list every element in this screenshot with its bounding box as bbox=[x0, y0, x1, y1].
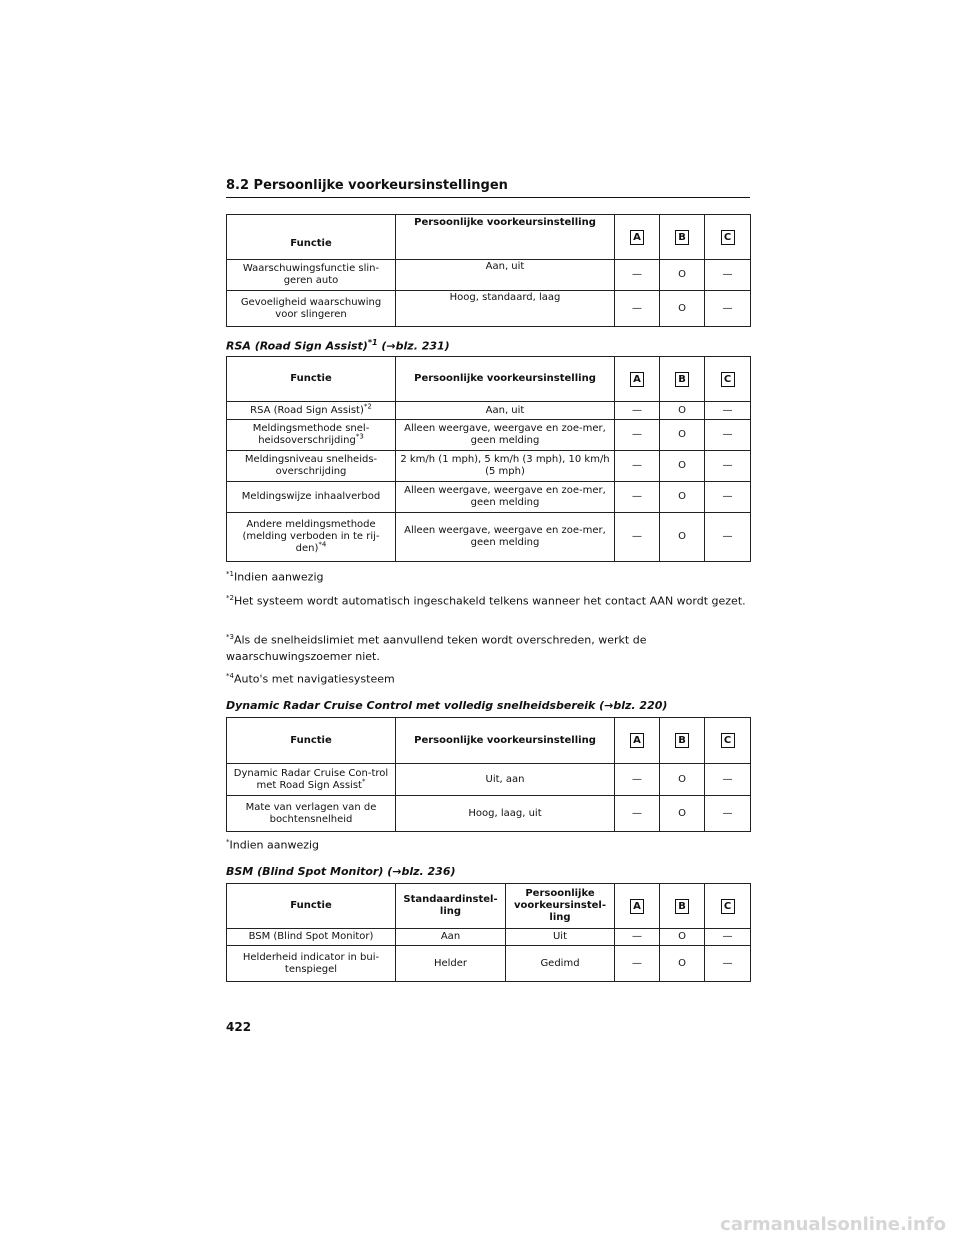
key-c-icon: C bbox=[721, 372, 735, 387]
col-header-function: Functie bbox=[227, 357, 396, 402]
key-c-icon: C bbox=[721, 733, 735, 748]
cell-setting: Uit, aan bbox=[396, 764, 615, 796]
key-b-icon: B bbox=[675, 733, 689, 748]
key-c-icon: C bbox=[721, 230, 735, 245]
cell-a: — bbox=[615, 402, 660, 420]
cell-function: Helderheid indicator in bui-tenspiegel bbox=[227, 946, 396, 982]
footnote-4: $^{*4}$Auto's met navigatiesysteem bbox=[226, 672, 395, 686]
page-header-title: 8.2 Persoonlijke voorkeursinstellingen bbox=[226, 178, 508, 193]
col-header-b bbox=[660, 884, 705, 929]
rsa-title-ref[interactable]: (→blz. 231) bbox=[381, 339, 450, 353]
cell-a: — bbox=[615, 482, 660, 513]
cell-b: O bbox=[660, 451, 705, 482]
cell-function: Waarschuwingsfunctie slin-geren auto bbox=[227, 260, 396, 291]
col-header-a bbox=[615, 215, 660, 260]
cell-c: — bbox=[705, 946, 751, 982]
table-row bbox=[227, 260, 751, 291]
col-header-function: Functie bbox=[227, 718, 396, 764]
cell-setting: Alleen weergave, weergave en zoe-mer, geen melding bbox=[396, 513, 615, 562]
cell-b: O bbox=[660, 796, 705, 832]
cell-a: — bbox=[615, 764, 660, 796]
cell-b: O bbox=[660, 513, 705, 562]
key-a-icon: A bbox=[630, 372, 644, 387]
section-title-rsa bbox=[226, 338, 750, 353]
col-header-a bbox=[615, 718, 660, 764]
cell-setting: Alleen weergave, weergave en zoe-mer, geen melding bbox=[396, 420, 615, 451]
cell-a: — bbox=[615, 291, 660, 327]
cell-setting: Gedimd bbox=[506, 946, 615, 982]
table-row bbox=[227, 513, 751, 562]
col-header-setting: Persoonlijke voorkeursinstelling bbox=[396, 718, 615, 764]
page-number: 422 bbox=[226, 1020, 252, 1034]
rsa-title-text: RSA (Road Sign Assist) bbox=[226, 339, 368, 353]
col-header-c bbox=[705, 884, 751, 929]
cell-c: — bbox=[705, 482, 751, 513]
table-header-row bbox=[227, 718, 751, 764]
table-row bbox=[227, 402, 751, 420]
table-slingeren bbox=[226, 214, 751, 327]
table-row bbox=[227, 291, 751, 327]
col-header-c bbox=[705, 215, 751, 260]
footnote-3: $^{*3}$Als de snelheidslimiet met aanvullend teken wordt overschreden, werkt de waarschuwingszoemer niet. bbox=[226, 633, 647, 663]
page-header bbox=[226, 178, 750, 198]
table-row bbox=[227, 451, 751, 482]
table-header-row bbox=[227, 884, 751, 929]
cell-a: — bbox=[615, 513, 660, 562]
key-a-icon: A bbox=[630, 899, 644, 914]
footnote-1: $^{*1}$Indien aanwezig bbox=[226, 570, 324, 584]
cell-function: Meldingsmethode snel-heidsoverschrijding$^{*3}$ bbox=[227, 420, 396, 451]
table-row bbox=[227, 796, 751, 832]
col-header-c bbox=[705, 357, 751, 402]
cell-function: RSA (Road Sign Assist)$^{*2}$ bbox=[227, 402, 396, 420]
cell-a: — bbox=[615, 796, 660, 832]
section-title-drcc: Dynamic Radar Cruise Control met volledig snelheidsbereik (→blz. 220) bbox=[226, 699, 668, 712]
col-header-setting: Persoonlijke voorkeursinstel-ling bbox=[506, 884, 615, 929]
cell-setting: Uit bbox=[506, 929, 615, 946]
cell-b: O bbox=[660, 260, 705, 291]
cell-a: — bbox=[615, 420, 660, 451]
cell-setting: Aan, uit bbox=[396, 260, 615, 291]
col-header-b bbox=[660, 718, 705, 764]
table-rsa bbox=[226, 356, 751, 562]
cell-function: Dynamic Radar Cruise Con-trol met Road Sign Assist* bbox=[227, 764, 396, 796]
table-row bbox=[227, 946, 751, 982]
table-header-row bbox=[227, 215, 751, 260]
col-header-b bbox=[660, 215, 705, 260]
cell-c: — bbox=[705, 764, 751, 796]
table-row bbox=[227, 929, 751, 946]
col-header-a bbox=[615, 884, 660, 929]
col-header-function: Functie bbox=[227, 215, 396, 260]
key-a-icon: A bbox=[630, 230, 644, 245]
cell-b: O bbox=[660, 420, 705, 451]
cell-a: — bbox=[615, 451, 660, 482]
cell-a: — bbox=[615, 946, 660, 982]
cell-function: Meldingswijze inhaalverbod bbox=[227, 482, 396, 513]
watermark: carmanualsonline.info bbox=[720, 1214, 946, 1235]
cell-c: — bbox=[705, 402, 751, 420]
cell-function: Meldingsniveau snelheids-overschrijding bbox=[227, 451, 396, 482]
cell-setting: 2 km/h (1 mph), 5 km/h (3 mph), 10 km/h (5 mph) bbox=[396, 451, 615, 482]
cell-b: O bbox=[660, 291, 705, 327]
key-c-icon: C bbox=[721, 899, 735, 914]
cell-c: — bbox=[705, 796, 751, 832]
cell-setting: Alleen weergave, weergave en zoe-mer, geen melding bbox=[396, 482, 615, 513]
footnote-drcc: *Indien aanwezig bbox=[226, 838, 320, 852]
col-header-a bbox=[615, 357, 660, 402]
col-header-setting: Persoonlijke voorkeursinstelling bbox=[396, 357, 615, 402]
table-row bbox=[227, 420, 751, 451]
cell-c: — bbox=[705, 929, 751, 946]
col-header-b bbox=[660, 357, 705, 402]
col-header-function: Functie bbox=[227, 884, 396, 929]
cell-c: — bbox=[705, 513, 751, 562]
table-bsm bbox=[226, 883, 751, 982]
col-header-c bbox=[705, 718, 751, 764]
cell-function: BSM (Blind Spot Monitor) bbox=[227, 929, 396, 946]
cell-setting: Hoog, laag, uit bbox=[396, 796, 615, 832]
col-header-default: Standaardinstel-ling bbox=[396, 884, 506, 929]
cell-default: Aan bbox=[396, 929, 506, 946]
key-b-icon: B bbox=[675, 230, 689, 245]
cell-function: Andere meldingsmethode (melding verboden in te rij-den)$^{*4}$ bbox=[227, 513, 396, 562]
table-row bbox=[227, 482, 751, 513]
table-header-row bbox=[227, 357, 751, 402]
cell-b: O bbox=[660, 764, 705, 796]
cell-b: O bbox=[660, 929, 705, 946]
cell-function: Gevoeligheid waarschuwing voor slingeren bbox=[227, 291, 396, 327]
cell-function: Mate van verlagen van de bochtensnelheid bbox=[227, 796, 396, 832]
cell-a: — bbox=[615, 260, 660, 291]
key-b-icon: B bbox=[675, 899, 689, 914]
cell-c: — bbox=[705, 451, 751, 482]
cell-c: — bbox=[705, 260, 751, 291]
section-title-bsm: BSM (Blind Spot Monitor) (→blz. 236) bbox=[226, 865, 456, 878]
cell-b: O bbox=[660, 946, 705, 982]
cell-a: — bbox=[615, 929, 660, 946]
cell-b: O bbox=[660, 402, 705, 420]
footnote-2: $^{*2}$Het systeem wordt automatisch ingeschakeld telkens wanneer het contact AAN wordt gezet. bbox=[226, 594, 746, 608]
cell-c: — bbox=[705, 420, 751, 451]
table-row bbox=[227, 764, 751, 796]
key-a-icon: A bbox=[630, 733, 644, 748]
key-b-icon: B bbox=[675, 372, 689, 387]
rsa-title-sup: *1 bbox=[367, 338, 378, 347]
table-drcc bbox=[226, 717, 751, 832]
cell-default: Helder bbox=[396, 946, 506, 982]
cell-setting: Aan, uit bbox=[396, 402, 615, 420]
cell-setting: Hoog, standaard, laag bbox=[396, 291, 615, 327]
col-header-setting: Persoonlijke voorkeursinstelling bbox=[396, 215, 615, 260]
cell-c: — bbox=[705, 291, 751, 327]
cell-b: O bbox=[660, 482, 705, 513]
